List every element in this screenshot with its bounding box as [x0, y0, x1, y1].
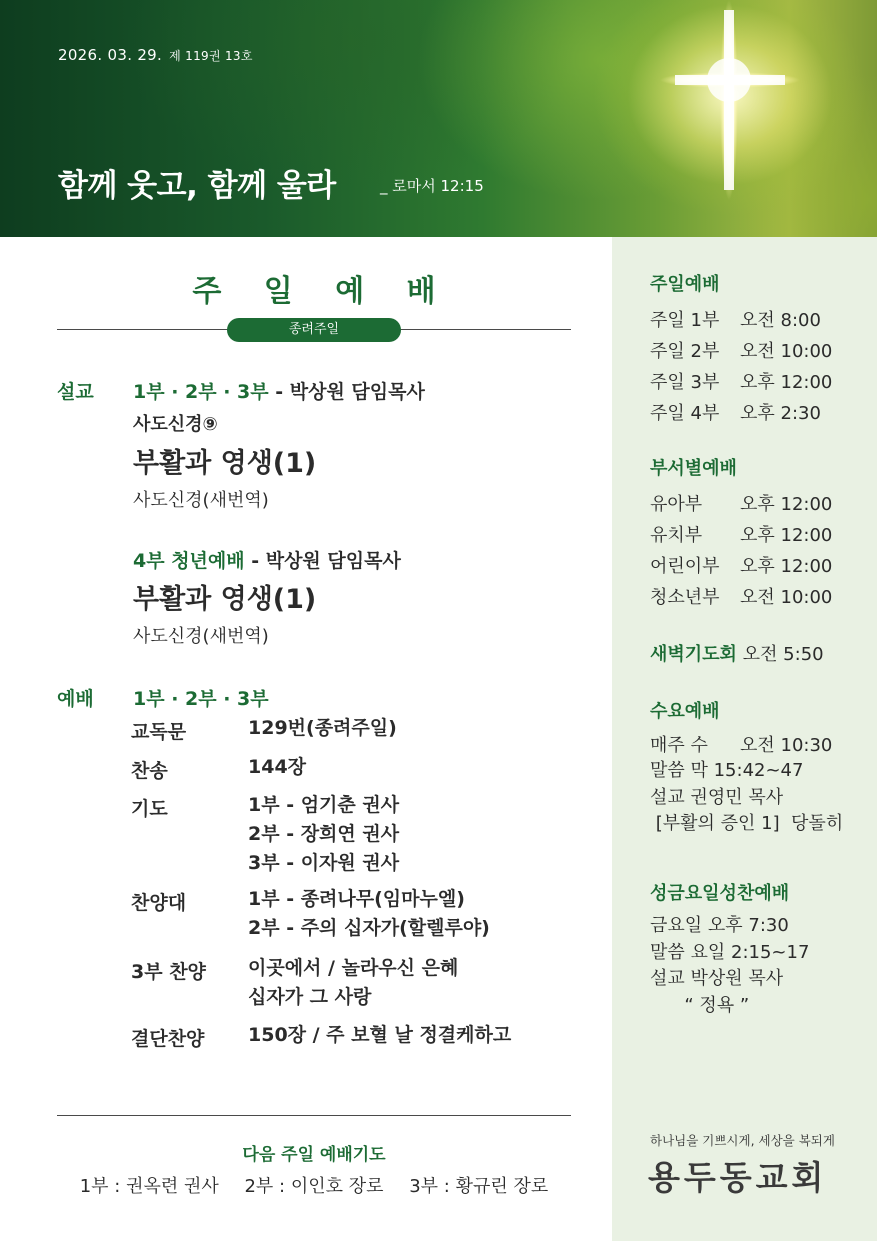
- page-title: 주 일 예 배: [192, 274, 452, 309]
- church-motto: 하나님을 기쁘시게, 세상을 복되게: [650, 1133, 835, 1148]
- worship-value: 2부 - 장희연 권사: [248, 823, 400, 845]
- schedule-key: 주일 1부: [650, 310, 720, 331]
- worship-services-text: 1부 · 2부 · 3부: [133, 688, 269, 710]
- schedule-time: 오후 2:30: [740, 403, 821, 424]
- worship-key: 찬양대: [131, 892, 187, 914]
- worship-key: 결단찬양: [131, 1028, 205, 1050]
- wednesday-title: 수요예배: [650, 701, 720, 722]
- worship-value: 144장: [248, 756, 307, 778]
- department-title: 부서별예배: [650, 458, 737, 479]
- worship-key: 기도: [131, 798, 168, 820]
- schedule-row: [650, 368, 832, 399]
- next-prayer-item: 2부 : 이인호 장로: [244, 1176, 384, 1197]
- subtitle-badge: 종려주일: [227, 318, 401, 342]
- good-friday-line: 설교 박상원 목사: [650, 968, 784, 989]
- schedule-key: 매주 수: [650, 735, 708, 756]
- worship-value: 이곳에서 / 놀라우신 은혜: [248, 957, 459, 979]
- worship-label: 예배: [57, 688, 94, 710]
- good-friday-line: 말씀 요일 2:15~17: [650, 941, 810, 963]
- youth-services: 4부 청년예배: [133, 550, 245, 572]
- worship-key: 찬송: [131, 760, 168, 782]
- header-banner: [0, 0, 877, 237]
- schedule-row: [650, 337, 832, 368]
- sunday-title: 주일예배: [650, 274, 720, 295]
- schedule-key: 주일 4부: [650, 403, 720, 424]
- worship-key: 교독문: [131, 721, 187, 743]
- schedule-time: 오후 12:00: [740, 556, 833, 577]
- sunday-schedule: [650, 270, 832, 430]
- schedule-time: 오전 10:00: [740, 341, 833, 362]
- schedule-time: 오후 12:00: [740, 525, 833, 546]
- schedule-key: 주일 2부: [650, 341, 720, 362]
- schedule-time: 오후 12:00: [740, 494, 833, 515]
- wednesday-line: [부활의 증인 1] 당돌히: [650, 813, 844, 834]
- department-schedule: [650, 454, 832, 614]
- dawn-prayer: [650, 640, 824, 666]
- schedule-time: 오전 10:30: [740, 735, 833, 756]
- sermon-preacher: - 박상원 담임목사: [268, 381, 425, 403]
- worship-value: 십자가 그 사랑: [248, 986, 372, 1008]
- schedule-row: [650, 490, 832, 521]
- schedule-time: 오전 8:00: [740, 310, 821, 331]
- schedule-row: [650, 399, 832, 430]
- schedule-row: [650, 552, 832, 583]
- next-prayer-list: [57, 1172, 571, 1198]
- schedule-key: 청소년부: [650, 587, 720, 608]
- schedule-key: 유치부: [650, 525, 703, 546]
- volume-text: 제 119권 13호: [169, 49, 253, 63]
- worship-services: [133, 684, 269, 711]
- schedule-key: 유아부: [650, 494, 703, 515]
- sermon-label: 설교: [57, 381, 94, 403]
- scripture-ref: _ 로마서 12:15: [380, 177, 484, 195]
- schedule-row: [650, 583, 832, 614]
- schedule-time: 오전 10:00: [740, 587, 833, 608]
- wednesday-line: 설교 권영민 목사: [650, 786, 784, 808]
- youth-sermon-title: 부활과 영생(1): [133, 584, 317, 615]
- next-prayer-item: 3부 : 황규린 장로: [409, 1176, 549, 1197]
- good-friday-line: 금요일 오후 7:30: [650, 915, 789, 936]
- schedule-key: 주일 3부: [650, 372, 720, 393]
- worship-value: 2부 - 주의 십자가(할렐루야): [248, 917, 490, 939]
- cross-icon: [640, 0, 840, 210]
- schedule-time: 오후 12:00: [740, 372, 833, 393]
- worship-value: 1부 - 엄기춘 권사: [248, 794, 400, 816]
- next-prayer-title: 다음 주일 예배기도: [242, 1145, 386, 1165]
- good-friday-title: 성금요일성찬예배: [650, 883, 790, 904]
- sermon-title: 부활과 영생(1): [133, 448, 317, 479]
- sermon-series: 사도신경⑨: [133, 414, 218, 435]
- dawn-title: 새벽기도회: [650, 644, 737, 665]
- schedule-row: [650, 306, 832, 337]
- youth-services-line: [133, 546, 401, 573]
- date-text: 2026. 03. 29.: [58, 46, 163, 64]
- youth-preacher: - 박상원 담임목사: [244, 550, 401, 572]
- worship-value: 150장 / 주 보혈 날 정결케하고: [248, 1024, 512, 1046]
- sermon-services-line: [133, 377, 425, 404]
- schedule-key: 어린이부: [650, 556, 720, 577]
- wednesday-service: [650, 697, 843, 838]
- youth-sermon-text: 사도신경(새번역): [133, 626, 269, 647]
- good-friday-service: [650, 879, 809, 1019]
- wednesday-line: 말씀 막 15:42~47: [650, 760, 804, 781]
- good-friday-line: “ 정욕 ”: [650, 994, 750, 1016]
- schedule-row: [650, 521, 832, 552]
- issue-date: [58, 46, 253, 64]
- headline: 함께 웃고, 함께 울라: [58, 168, 336, 204]
- sermon-services: 1부 · 2부 · 3부: [133, 381, 269, 403]
- dawn-time: 오전 5:50: [736, 644, 824, 665]
- church-logo: 용두동교회: [648, 1158, 828, 1197]
- sermon-text: 사도신경(새번역): [133, 490, 269, 511]
- worship-value: 129번(종려주일): [248, 717, 397, 739]
- next-prayer-item: 1부 : 권옥련 권사: [79, 1176, 219, 1197]
- worship-value: 1부 - 종려나무(임마누엘): [248, 888, 465, 910]
- divider: [57, 1115, 571, 1116]
- worship-value: 3부 - 이자원 권사: [248, 852, 400, 874]
- worship-key: 3부 찬양: [131, 961, 206, 983]
- schedule-row: [650, 731, 843, 758]
